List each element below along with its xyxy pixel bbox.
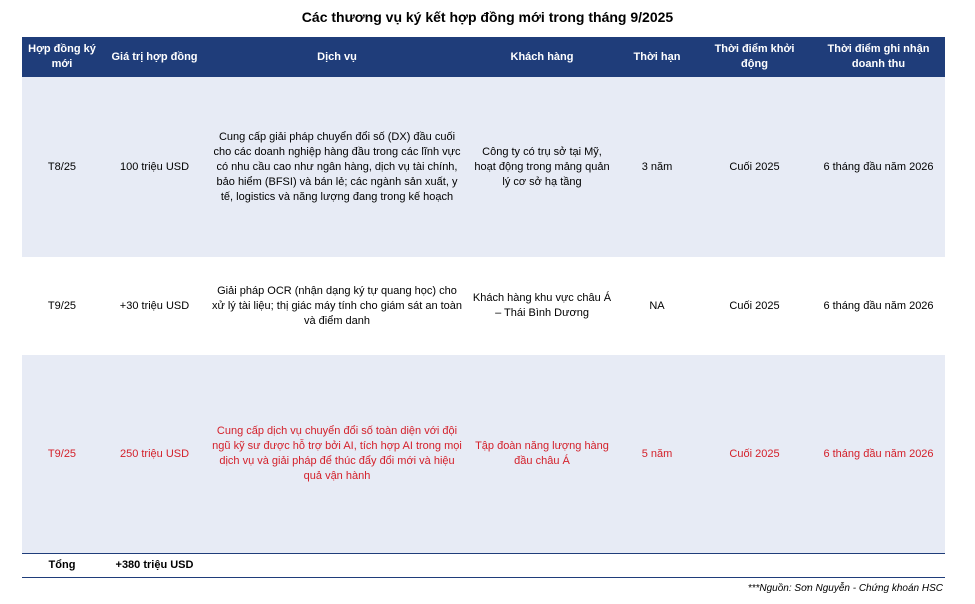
header-contract: Hợp đồng ký mới	[22, 37, 102, 77]
cell-service: Cung cấp giải pháp chuyển đổi số (DX) đầu cuối cho các doanh nghiệp hàng đầu trong các lĩnh vực có nhu cầu cao như ngân hàng, dịch vụ tài chính, bảo hiểm (BFSI) và bán lẻ; các ngành sản xuất, y tế, logistics và năng lượng đang trong kế hoạch	[207, 77, 467, 257]
cell-term: NA	[617, 257, 697, 355]
header-revenue: Thời điểm ghi nhận doanh thu	[812, 37, 945, 77]
cell-month: T9/25	[22, 355, 102, 554]
cell-term: 3 năm	[617, 77, 697, 257]
cell-start: Cuối 2025	[697, 77, 812, 257]
cell-revenue: 6 tháng đầu năm 2026	[812, 355, 945, 554]
header-value: Giá trị hợp đồng	[102, 37, 207, 77]
total-value: +380 triệu USD	[102, 554, 207, 578]
table-row	[22, 77, 945, 257]
contracts-table	[22, 37, 945, 578]
table-row	[22, 257, 945, 355]
cell-month: T8/25	[22, 77, 102, 257]
cell-value: +30 triệu USD	[102, 257, 207, 355]
cell-customer: Tập đoàn năng lượng hàng đầu châu Á	[467, 355, 617, 554]
cell-value: 100 triệu USD	[102, 77, 207, 257]
cell-start: Cuối 2025	[697, 355, 812, 554]
total-label: Tổng	[22, 554, 102, 578]
cell-service: Giải pháp OCR (nhận dạng ký tự quang học) cho xử lý tài liệu; thị giác máy tính cho giám sát an toàn và điểm danh	[207, 257, 467, 355]
cell-start: Cuối 2025	[697, 257, 812, 355]
cell-value: 250 triệu USD	[102, 355, 207, 554]
cell-month: T9/25	[22, 257, 102, 355]
table-row-highlighted	[22, 355, 945, 554]
cell-revenue: 6 tháng đầu năm 2026	[812, 77, 945, 257]
cell-customer: Công ty có trụ sở tại Mỹ, hoạt động trong mảng quản lý cơ sở hạ tầng	[467, 77, 617, 257]
table-header-row	[22, 37, 945, 77]
header-customer: Khách hàng	[467, 37, 617, 77]
cell-service: Cung cấp dịch vụ chuyển đổi số toàn diện với đội ngũ kỹ sư được hỗ trợ bởi AI, tích hợp AI trong mọi dịch vụ và giải pháp để thúc đẩy đổi mới và hiệu quả vận hành	[207, 355, 467, 554]
source-note: ***Nguồn: Sơn Nguyễn - Chứng khoán HSC	[747, 583, 943, 594]
cell-revenue: 6 tháng đầu năm 2026	[812, 257, 945, 355]
header-start: Thời điểm khởi động	[697, 37, 812, 77]
table-title: Các thương vụ ký kết hợp đồng mới trong tháng 9/2025	[301, 9, 674, 25]
cell-customer: Khách hàng khu vực châu Á – Thái Bình Dương	[467, 257, 617, 355]
header-service: Dịch vụ	[207, 37, 467, 77]
total-row	[22, 554, 945, 578]
cell-term: 5 năm	[617, 355, 697, 554]
header-term: Thời hạn	[617, 37, 697, 77]
